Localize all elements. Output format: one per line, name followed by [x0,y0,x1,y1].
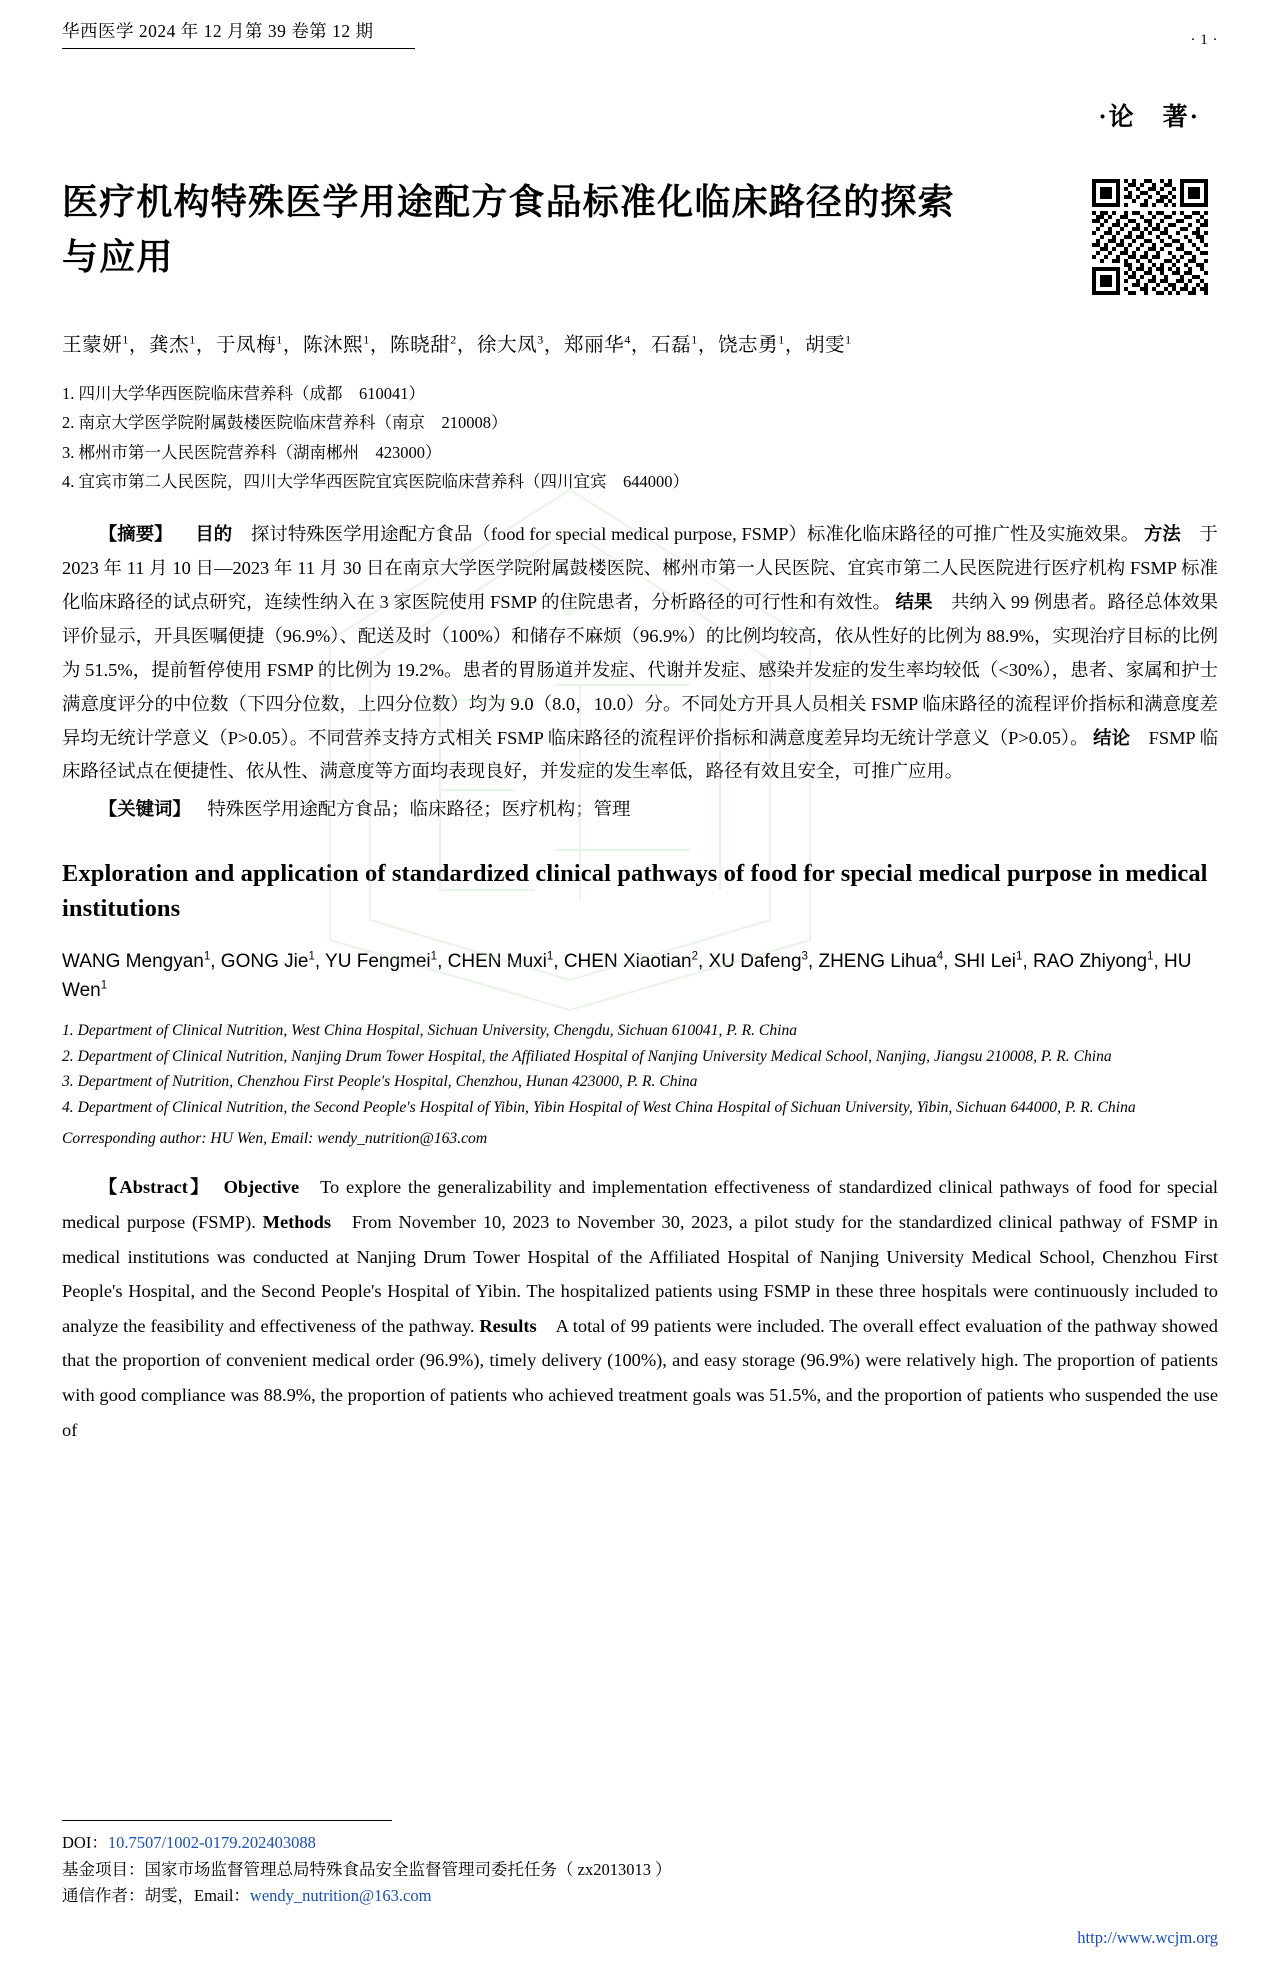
journal-url-link[interactable]: http://www.wcjm.org [1077,1928,1218,1947]
abstract-cn-results-label: 结果 [895,592,933,613]
affiliations-en [62,1019,1218,1121]
doi-link[interactable]: 10.7507/1002-0179.202403088 [107,1832,316,1852]
doi-line [62,1830,1218,1857]
authors-cn [62,329,1218,357]
abstract-en [62,1170,1218,1447]
column-head: ·论 著· [1098,104,1200,131]
corresponding-email-link[interactable]: wendy_nutrition@163.com [249,1886,432,1906]
abstract-en-label: 【Abstract】 [98,1177,211,1198]
running-head-rule [62,48,415,49]
affiliation-cn-item: 4. 宜宾市第二人民医院，四川大学华西医院宜宾医院临床营养科（四川宜宾 644000） [62,472,689,492]
abstract-en-results: A total of 99 patients were included. The overall effect evaluation of the pathway showed that the proportion of convenient medical order (96.9%), timely delivery (100%), and easy storage (96.9%) were relatively high. The proportion of patients with good compliance was 88.9%, the proportion of patients who achieved treatment goals was 51.5%, and the proportion of patients who suspended the use of [62,1315,1218,1440]
title-row [62,175,1218,295]
doi-label: DOI： [62,1832,108,1852]
abstract-cn-label: 【摘要】 [98,524,173,545]
affiliation-en-item: 1. Department of Clinical Nutrition, West China Hospital, Sichuan University, Chengdu, Sichuan 610041, P. R. China [62,1021,798,1039]
abstract-cn [62,518,1218,789]
abstract-en-methods-label: Methods [262,1212,332,1233]
affiliation-cn-item: 2. 南京大学医学院附属鼓楼医院临床营养科（南京 210008） [62,413,508,433]
authors-en [62,947,1218,1006]
page-title-en: Exploration and application of standardized clinical pathways of food for special medical purpose in medical institutions [62,860,1208,922]
page-title-cn: 医疗机构特殊医学用途配方食品标准化临床路径的探索与应用 [62,182,955,277]
authors-en-text: WANG Mengyan$^1$, GONG Jie$^1$, YU Fengmei$^1$, CHEN Muxi$^1$, CHEN Xiaotian$^2$, XU Dafeng$^3$, ZHENG Lihua$^4$, SHI Lei$^1$, RAO Zhiyong$^1$, HU Wen$^1$ [62,950,1192,1002]
abstract-en-objective: To explore the generalizability and implementation effectiveness of standardized clinical pathways of food for special medical purpose (FSMP). [62,1177,1219,1233]
abstract-cn-conclusion: FSMP 临床路径试点在便捷性、依从性、满意度等方面均表现良好，并发症的发生率低，路径有效且安全，可推广应用。 [62,727,1218,782]
abstract-cn-objective: 探讨特殊医学用途配方食品（food for special medical purpose, FSMP）标准化临床路径的可推广性及实施效果。 [250,524,1140,545]
running-head [62,0,1218,49]
abstract-cn-methods-label: 方法 [1143,524,1181,545]
fund-line: 基金项目：国家市场监督管理总局特殊食品安全监督管理司委托任务（ zx2013013 ） [62,1859,672,1879]
abstract-en-results-label: Results [479,1315,537,1336]
footer [62,1820,1218,1947]
abstract-cn-objective-label: 目的 [195,524,233,545]
qr-code-icon [1092,179,1208,295]
abstract-en-objective-label: Objective [223,1177,300,1198]
affiliations-cn [62,379,1218,496]
keywords-cn-text: 特殊医学用途配方食品；临床路径；医疗机构；管理 [207,799,631,820]
abstract-cn-results: 共纳入 99 例患者。路径总体效果评价显示，开具医嘱便捷（96.9%）、配送及时（100%）和储存不麻烦（96.9%）的比例均较高，依从性好的比例为 88.9%，实现治疗目标的比例为 51.5%，提前暂停使用 FSMP 的比例为 19.2%。患者的胃肠道并发症、代谢并发症、感染并发症的发生率均较低（<30%），患者、家属和护士满意度评分的中位数（下四分位数，上四分位数）均为 9.0（8.0，10.0）分。不同处方开具人员相关 FSMP 临床路径的流程评价指标和满意度差异均无统计学意义（P>0.05）。不同营养支持方式相关 FSMP 临床路径的流程评价指标和满意度差异均无统计学意义（P>0.05）。 [62,592,1218,748]
page-number: · 1 · [1190,32,1218,48]
affiliation-cn-item: 1. 四川大学华西医院临床营养科（成都 610041） [62,384,425,403]
abstract-en-methods: From November 10, 2023 to November 30, 2023, a pilot study for the standardized clinical pathway of FSMP in medical institutions was conducted at Nanjing Drum Tower Hospital of the Affiliated Hospital of Nanjing University Medical School, Chenzhou First People's Hospital, and the Second People's Hospital of Yibin. The hospitalized patients using FSMP in these three hospitals were continuously included to analyze the feasibility and effectiveness of the pathway. [62,1212,1218,1336]
corresponding-line [62,1883,1218,1910]
corresponding-author-en: Corresponding author: HU Wen, Email: wendy_nutrition@163.com [62,1130,488,1148]
keywords-cn [62,793,1218,827]
keywords-cn-label: 【关键词】 [98,799,191,820]
affiliation-en-item: 2. Department of Clinical Nutrition, Nanjing Drum Tower Hospital, the Affiliated Hospital of Nanjing University Medical School, Nanjing, Jiangsu 210008, P. R. China [62,1047,1112,1065]
authors-cn-text: 王蒙妍$^1$，龚杰$^1$，于凤梅$^1$，陈沐熙$^1$，陈晓甜$^2$，徐大凤$^3$，郑丽华$^4$，石磊$^1$，饶志勇$^1$，胡雯$^1$ [62,332,852,356]
running-head-left: 华西医学 2024 年 12 月第 39 卷第 12 期 [62,21,374,41]
footer-rule [62,1820,392,1821]
abstract-cn-conclusion-label: 结论 [1093,727,1130,748]
affiliation-en-item: 3. Department of Nutrition, Chenzhou First People's Hospital, Chenzhou, Hunan 423000, P. R. China [62,1073,698,1091]
corresponding-label: 通信作者：胡雯，Email： [62,1886,250,1906]
affiliation-en-item: 4. Department of Clinical Nutrition, the Second People's Hospital of Yibin, Yibin Hospital of West China Hospital of Sichuan University, Yibin, Sichuan 644000, P. R. China [62,1098,1136,1116]
abstract-cn-methods: 于 2023 年 11 月 10 日—2023 年 11 月 30 日在南京大学医学院附属鼓楼医院、郴州市第一人民医院、宜宾市第二人民医院进行医疗机构 FSMP 标准化临床路径的试点研究，连续性纳入在 3 家医院使用 FSMP 的住院患者，分析路径的可行性和有效性。 [62,524,1218,613]
affiliation-cn-item: 3. 郴州市第一人民医院营养科（湖南郴州 423000） [62,442,442,462]
